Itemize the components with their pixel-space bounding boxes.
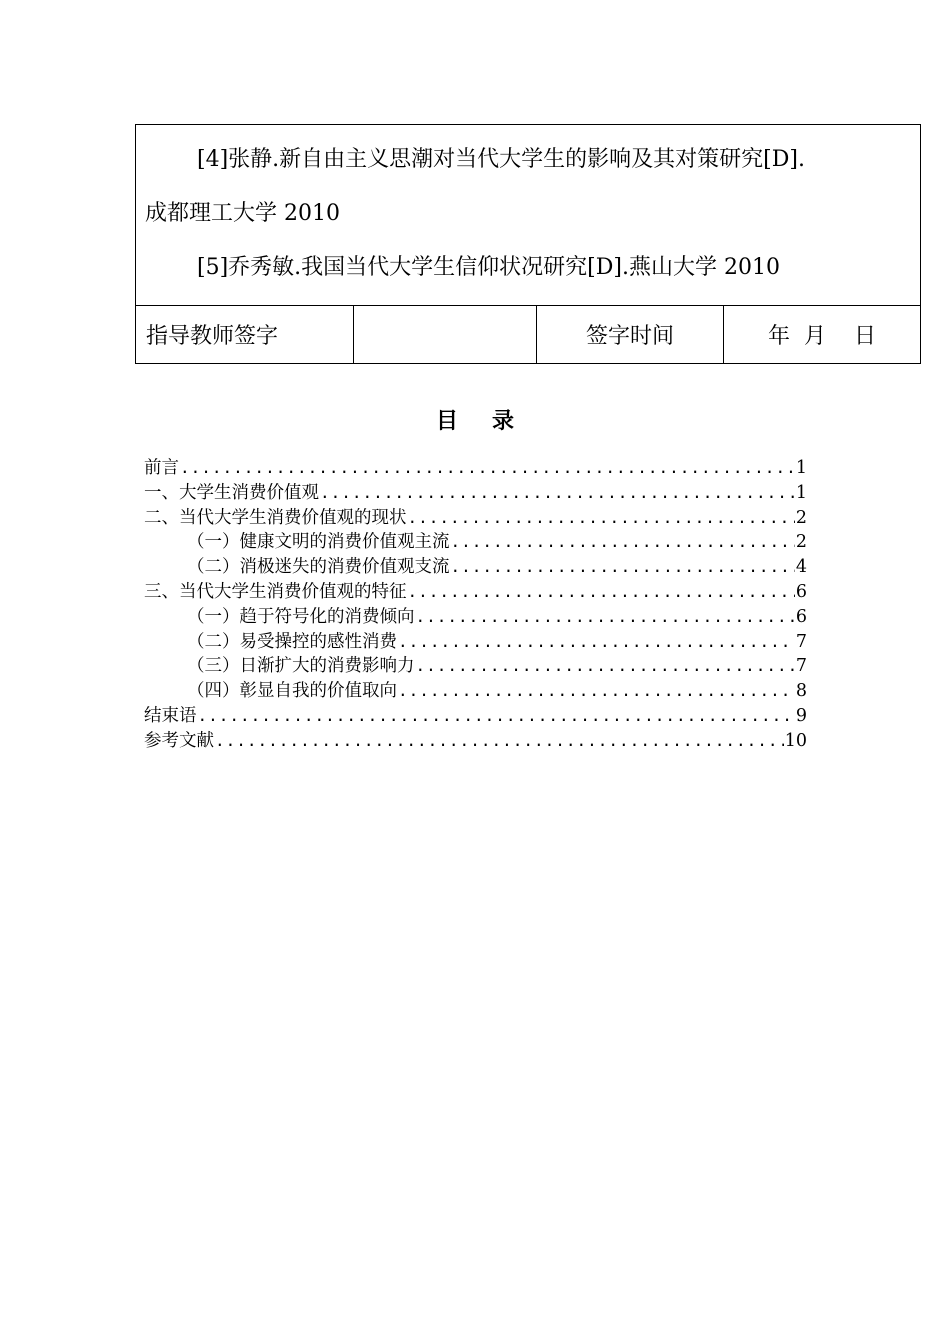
toc-page-number: 8 [795, 681, 807, 702]
toc-page-number: 1 [795, 482, 807, 503]
advisor-signature-field[interactable] [354, 306, 537, 364]
toc-page-number: 7 [795, 631, 807, 652]
toc-page-number: 1 [795, 458, 807, 478]
toc-subentry[interactable] [144, 654, 807, 679]
table-of-contents [144, 456, 807, 754]
toc-entry-title: （一）趋于符号化的消费倾向 [187, 606, 415, 627]
toc-subentry[interactable] [144, 530, 807, 555]
toc-entry[interactable] [144, 704, 807, 729]
references-row [136, 125, 921, 306]
toc-leader-dots [408, 506, 795, 531]
toc-entry-title: （一）健康文明的消费价值观主流 [187, 532, 450, 553]
toc-leader-dots [451, 555, 795, 580]
toc-subentry[interactable] [144, 555, 807, 580]
reference-item: [5]乔秀敏.我国当代大学生信仰状况研究[D].燕山大学 2010 [197, 255, 780, 280]
toc-leader-dots [416, 654, 795, 679]
toc-page-number: 9 [795, 705, 807, 726]
toc-leader-dots [180, 456, 795, 481]
toc-entry-title: 二、当代大学生消费价值观的现状 [144, 507, 407, 528]
toc-entry-title: 参考文献 [144, 730, 214, 751]
toc-subentry[interactable] [144, 630, 807, 655]
toc-leader-dots [398, 630, 795, 655]
reference-item-continuation: 成都理工大学 2010 [145, 201, 340, 226]
toc-entry[interactable] [144, 481, 807, 506]
toc-title: 目录 [435, 408, 548, 434]
toc-leader-dots [451, 530, 795, 555]
toc-page-number: 7 [795, 656, 807, 677]
toc-entry-title: 三、当代大学生消费价值观的特征 [144, 581, 407, 602]
toc-entry-title: （四）彰显自我的价值取向 [187, 681, 397, 702]
toc-entry-title: （二）消极迷失的消费价值观支流 [187, 557, 450, 578]
signature-row [136, 306, 921, 364]
toc-subentry[interactable] [144, 605, 807, 630]
toc-leader-dots [408, 580, 795, 605]
toc-page-number: 4 [795, 557, 807, 578]
references-cell [136, 125, 921, 306]
toc-leader-dots [416, 605, 795, 630]
toc-leader-dots [398, 679, 795, 704]
toc-entry[interactable] [144, 456, 807, 481]
toc-page-number: 10 [784, 730, 807, 751]
toc-entry-title: 前言 [144, 458, 179, 478]
toc-entry-title: 结束语 [144, 705, 197, 726]
toc-entry[interactable] [144, 580, 807, 605]
toc-page-number: 2 [795, 532, 807, 553]
toc-subentry[interactable] [144, 679, 807, 704]
toc-entry-title: 一、大学生消费价值观 [144, 482, 319, 503]
toc-page-number: 6 [795, 606, 807, 627]
reference-form-table [135, 124, 921, 364]
toc-entry-title: （三）日渐扩大的消费影响力 [187, 656, 415, 677]
toc-entry[interactable] [144, 729, 807, 754]
advisor-signature-label: 指导教师签字 [136, 306, 354, 364]
signature-date-field[interactable]: 年 月 日 [724, 306, 921, 364]
toc-page-number: 6 [795, 581, 807, 602]
toc-leader-dots [320, 481, 795, 506]
signature-time-label: 签字时间 [537, 306, 724, 364]
toc-page-number: 2 [795, 507, 807, 528]
reference-item: [4]张静.新自由主义思潮对当代大学生的影响及其对策研究[D]. [197, 147, 805, 172]
toc-entry[interactable] [144, 506, 807, 531]
toc-leader-dots [198, 704, 795, 729]
toc-entry-title: （二）易受操控的感性消费 [187, 631, 397, 652]
toc-leader-dots [215, 729, 784, 754]
